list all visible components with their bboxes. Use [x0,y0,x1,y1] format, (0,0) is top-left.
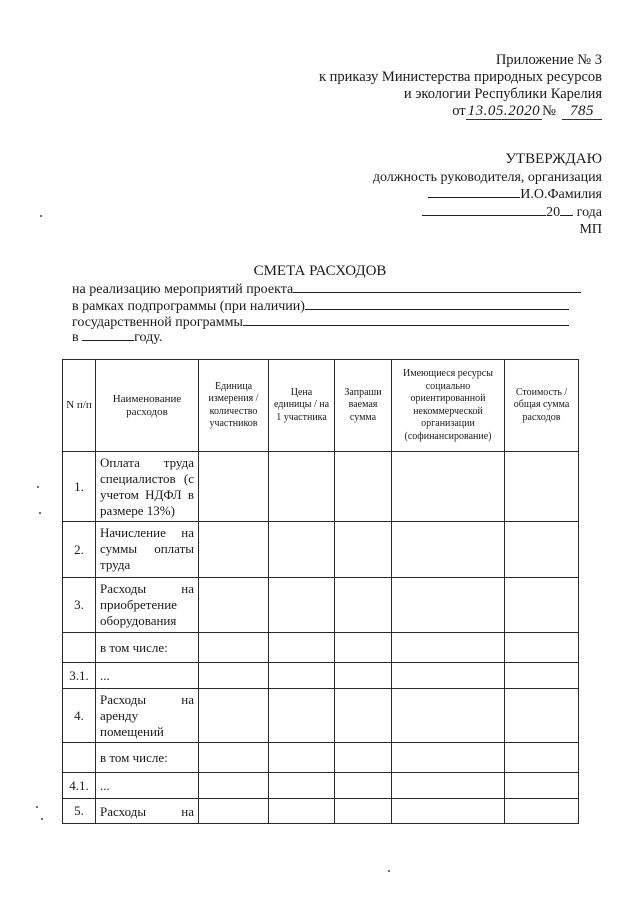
row-cell [199,452,269,522]
row-name-line: размере 13%) [100,503,175,518]
row-name-line: Начисление на [100,525,194,540]
row-cell [335,773,392,799]
row-name-line: труда [100,557,131,572]
row-cell [505,773,579,799]
scan-speck [36,806,38,808]
table-row [63,578,579,633]
row-num: 2. [63,522,96,578]
row-name-line: в том числе: [100,640,168,655]
row-name-line: специалистов (с [100,471,194,486]
header-name: Наименование расходов [96,360,199,452]
approver-position: должность руководителя, организация [372,169,602,185]
row-cell [335,452,392,522]
row-cell [505,689,579,743]
row-num [63,633,96,663]
year-value-blank [82,328,134,341]
row-cell [199,663,269,689]
row-name-line: Расходы на [100,692,194,707]
row-name-line: Расходы на [100,581,194,596]
row-name [96,452,199,522]
table-row [63,522,579,578]
handwritten-number: 785 [562,103,602,120]
row-cell [335,799,392,824]
row-cell [505,578,579,633]
row-cell [269,452,335,522]
row-cell [392,743,505,773]
row-num [63,743,96,773]
subtitle-line-1 [72,280,570,298]
year-suffix: году. [134,330,163,345]
row-cell [505,522,579,578]
header-resources: Имеющиеся ресурсы социально ориентированной некоммерческой организации (софинансирование) [392,360,505,452]
row-cell [335,743,392,773]
row-name [96,689,199,743]
row-name-line: учетом НДФЛ в [100,487,194,502]
scan-speck [37,486,39,488]
row-cell [199,799,269,824]
row-cell [199,633,269,663]
row-cell [335,689,392,743]
signature-line [373,186,602,204]
header-unit: Единица измерения / количество участников [199,360,269,452]
row-cell [392,689,505,743]
row-name-line: оборудования [100,613,177,628]
subtitle-text-3: государственной программы [72,315,243,330]
row-name-line: суммы оплаты [100,541,194,556]
row-name [96,578,199,633]
row-name [96,743,199,773]
row-name [96,522,199,578]
header-requested: Запраши ваемая сумма [335,360,392,452]
program-blank [243,313,569,326]
appendix-line-3: и экологии Республики Карелия [403,86,602,102]
row-cell [199,743,269,773]
row-cell [335,522,392,578]
row-name-line: приобретение [100,597,177,612]
header-price: Цена единицы / на 1 участника [269,360,335,452]
row-cell [392,578,505,633]
expense-table [62,359,579,824]
row-num: 3.1. [63,663,96,689]
row-cell [269,578,335,633]
signature-blank [428,186,520,198]
row-cell [392,663,505,689]
row-cell [392,799,505,824]
row-cell [392,633,505,663]
row-name [96,773,199,799]
row-cell [505,743,579,773]
year-prefix: в [72,330,79,345]
row-cell [505,452,579,522]
row-cell [269,689,335,743]
date-blank [422,204,546,216]
row-name-line: ... [100,778,110,793]
row-name [96,799,199,824]
row-num: 3. [63,578,96,633]
table-row [63,743,579,773]
table-row [63,452,579,522]
row-cell [392,522,505,578]
stamp-mark: МП [579,222,602,237]
scan-speck [40,215,42,217]
from-label: от [452,103,466,119]
table-row [63,689,579,743]
row-cell [199,578,269,633]
subtitle-line-4 [72,328,570,346]
row-cell [269,743,335,773]
row-cell [269,633,335,663]
approval-block [373,151,602,239]
row-name-line: ... [100,668,110,683]
row-cell [505,633,579,663]
row-name-line: аренду [100,708,139,723]
row-num: 5. [63,799,96,824]
row-num: 4. [63,689,96,743]
row-cell [505,663,579,689]
table-row [63,799,579,824]
century-text: 20 [546,204,561,220]
handwritten-date: 13.05.2020 [467,103,541,119]
row-cell [199,689,269,743]
header-cost: Стоимость / общая сумма расходов [505,360,579,452]
approve-heading: УТВЕРЖДАЮ [505,151,602,167]
row-name-line: помещений [100,724,164,739]
year-word: года [576,204,602,220]
table-row [63,663,579,689]
row-num: 4.1. [63,773,96,799]
subtitle-text-2: в рамках подпрограммы (при наличии) [72,299,305,314]
project-blank [293,280,581,293]
row-cell [269,663,335,689]
scan-speck [41,818,43,820]
appendix-block [319,52,602,120]
row-num: 1. [63,452,96,522]
table-header-row [63,360,579,452]
scan-speck [39,512,41,514]
appendix-line-2: к приказу Министерства природных ресурсов [318,69,602,85]
row-cell [269,773,335,799]
table-row [63,773,579,799]
row-name [96,663,199,689]
document-title: СМЕТА РАСХОДОВ [253,263,387,279]
year-blank [560,204,573,216]
row-name [96,633,199,663]
approval-date-line [373,204,602,222]
row-name-line: Оплата труда [100,455,194,470]
subprogram-blank [305,297,569,310]
row-cell [392,452,505,522]
row-cell [269,522,335,578]
row-cell [505,799,579,824]
appendix-line-1: Приложение № 3 [495,52,602,68]
number-label: № [542,103,556,119]
row-name-line: в том числе: [100,750,168,765]
row-cell [199,773,269,799]
row-name-line: Расходы на [100,803,194,819]
table-row [63,633,579,663]
row-cell [269,799,335,824]
scan-speck [388,870,390,872]
row-cell [335,663,392,689]
row-cell [392,773,505,799]
subtitle-text-1: на реализацию мероприятий проекта [72,282,294,297]
appendix-date-line [319,103,602,120]
row-cell [335,578,392,633]
header-num: N п/п [63,360,96,452]
approver-name: И.О.Фамилия [520,187,602,202]
row-cell [335,633,392,663]
row-cell [199,522,269,578]
